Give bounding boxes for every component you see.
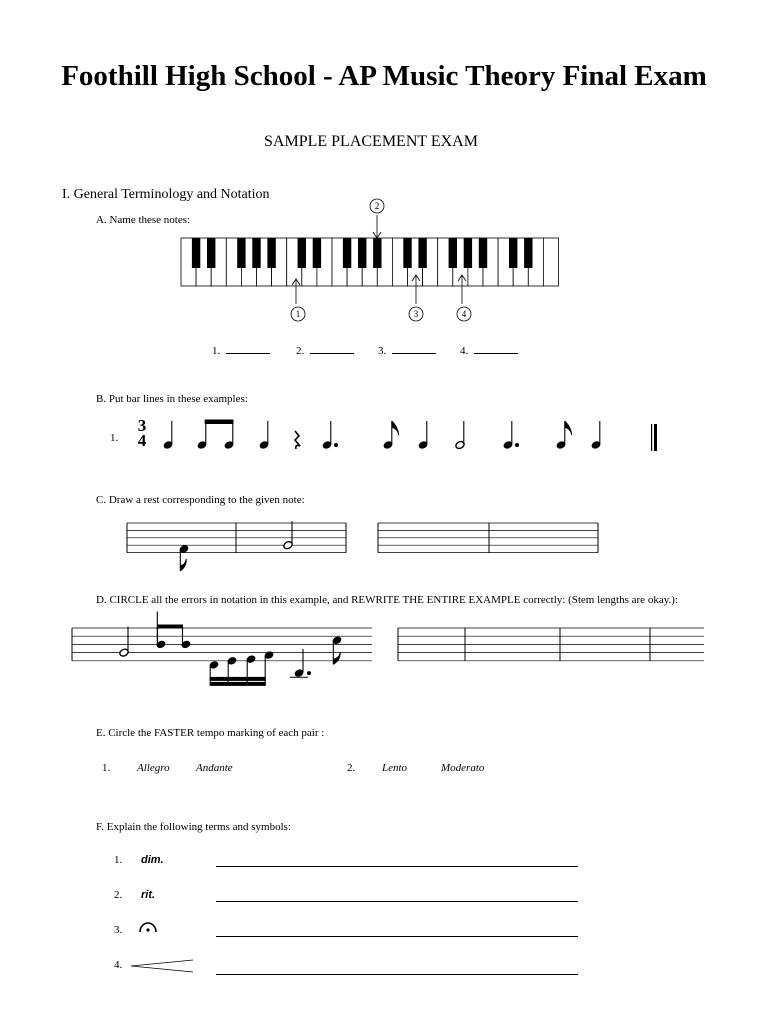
question-b-label: B. Put bar lines in these examples:	[96, 393, 248, 405]
tempo-andante[interactable]: Andante	[196, 762, 233, 774]
answer-1[interactable]: 1.	[212, 343, 270, 357]
page-subtitle: SAMPLE PLACEMENT EXAM	[264, 133, 478, 150]
term-dim: dim.	[141, 854, 164, 866]
question-f-label: F. Explain the following terms and symbols:	[96, 821, 291, 833]
section-heading: I. General Terminology and Notation	[62, 187, 270, 202]
question-c-label: C. Draw a rest corresponding to the given note:	[96, 494, 305, 506]
f-item-1-number: 1.	[114, 854, 123, 866]
marker-4: 4	[461, 309, 467, 319]
pair-2-number: 2.	[347, 762, 356, 774]
answer-2[interactable]: 2.	[296, 343, 354, 357]
answer-3[interactable]: 3.	[378, 343, 436, 357]
f-item-4-number: 4.	[114, 959, 123, 971]
question-a-label: A. Name these notes:	[96, 214, 191, 226]
time-signature: 3 4	[137, 416, 147, 450]
answer-line-4[interactable]	[216, 974, 578, 975]
question-d-label: D. CIRCLE all the errors in notation in this example, and REWRITE THE ENTIRE EXAMPLE correctly: (Stem lengths are okay.):	[96, 594, 678, 606]
tempo-allegro[interactable]: Allegro	[137, 762, 170, 774]
example-number: 1.	[110, 432, 119, 444]
term-rit: rit.	[141, 889, 156, 901]
answer-4[interactable]: 4.	[460, 343, 518, 357]
page-title: Foothill High School - AP Music Theory Final Exam	[61, 60, 707, 92]
f-item-3-number: 3.	[114, 924, 123, 936]
tempo-lento[interactable]: Lento	[382, 762, 408, 774]
question-e-label: E. Circle the FASTER tempo marking of each pair :	[96, 727, 325, 739]
marker-1: 1	[295, 309, 301, 319]
marker-2: 2	[374, 201, 380, 211]
tempo-moderato[interactable]: Moderato	[441, 762, 485, 774]
pair-1-number: 1.	[102, 762, 111, 774]
f-item-2-number: 2.	[114, 889, 123, 901]
marker-3: 3	[413, 309, 419, 319]
